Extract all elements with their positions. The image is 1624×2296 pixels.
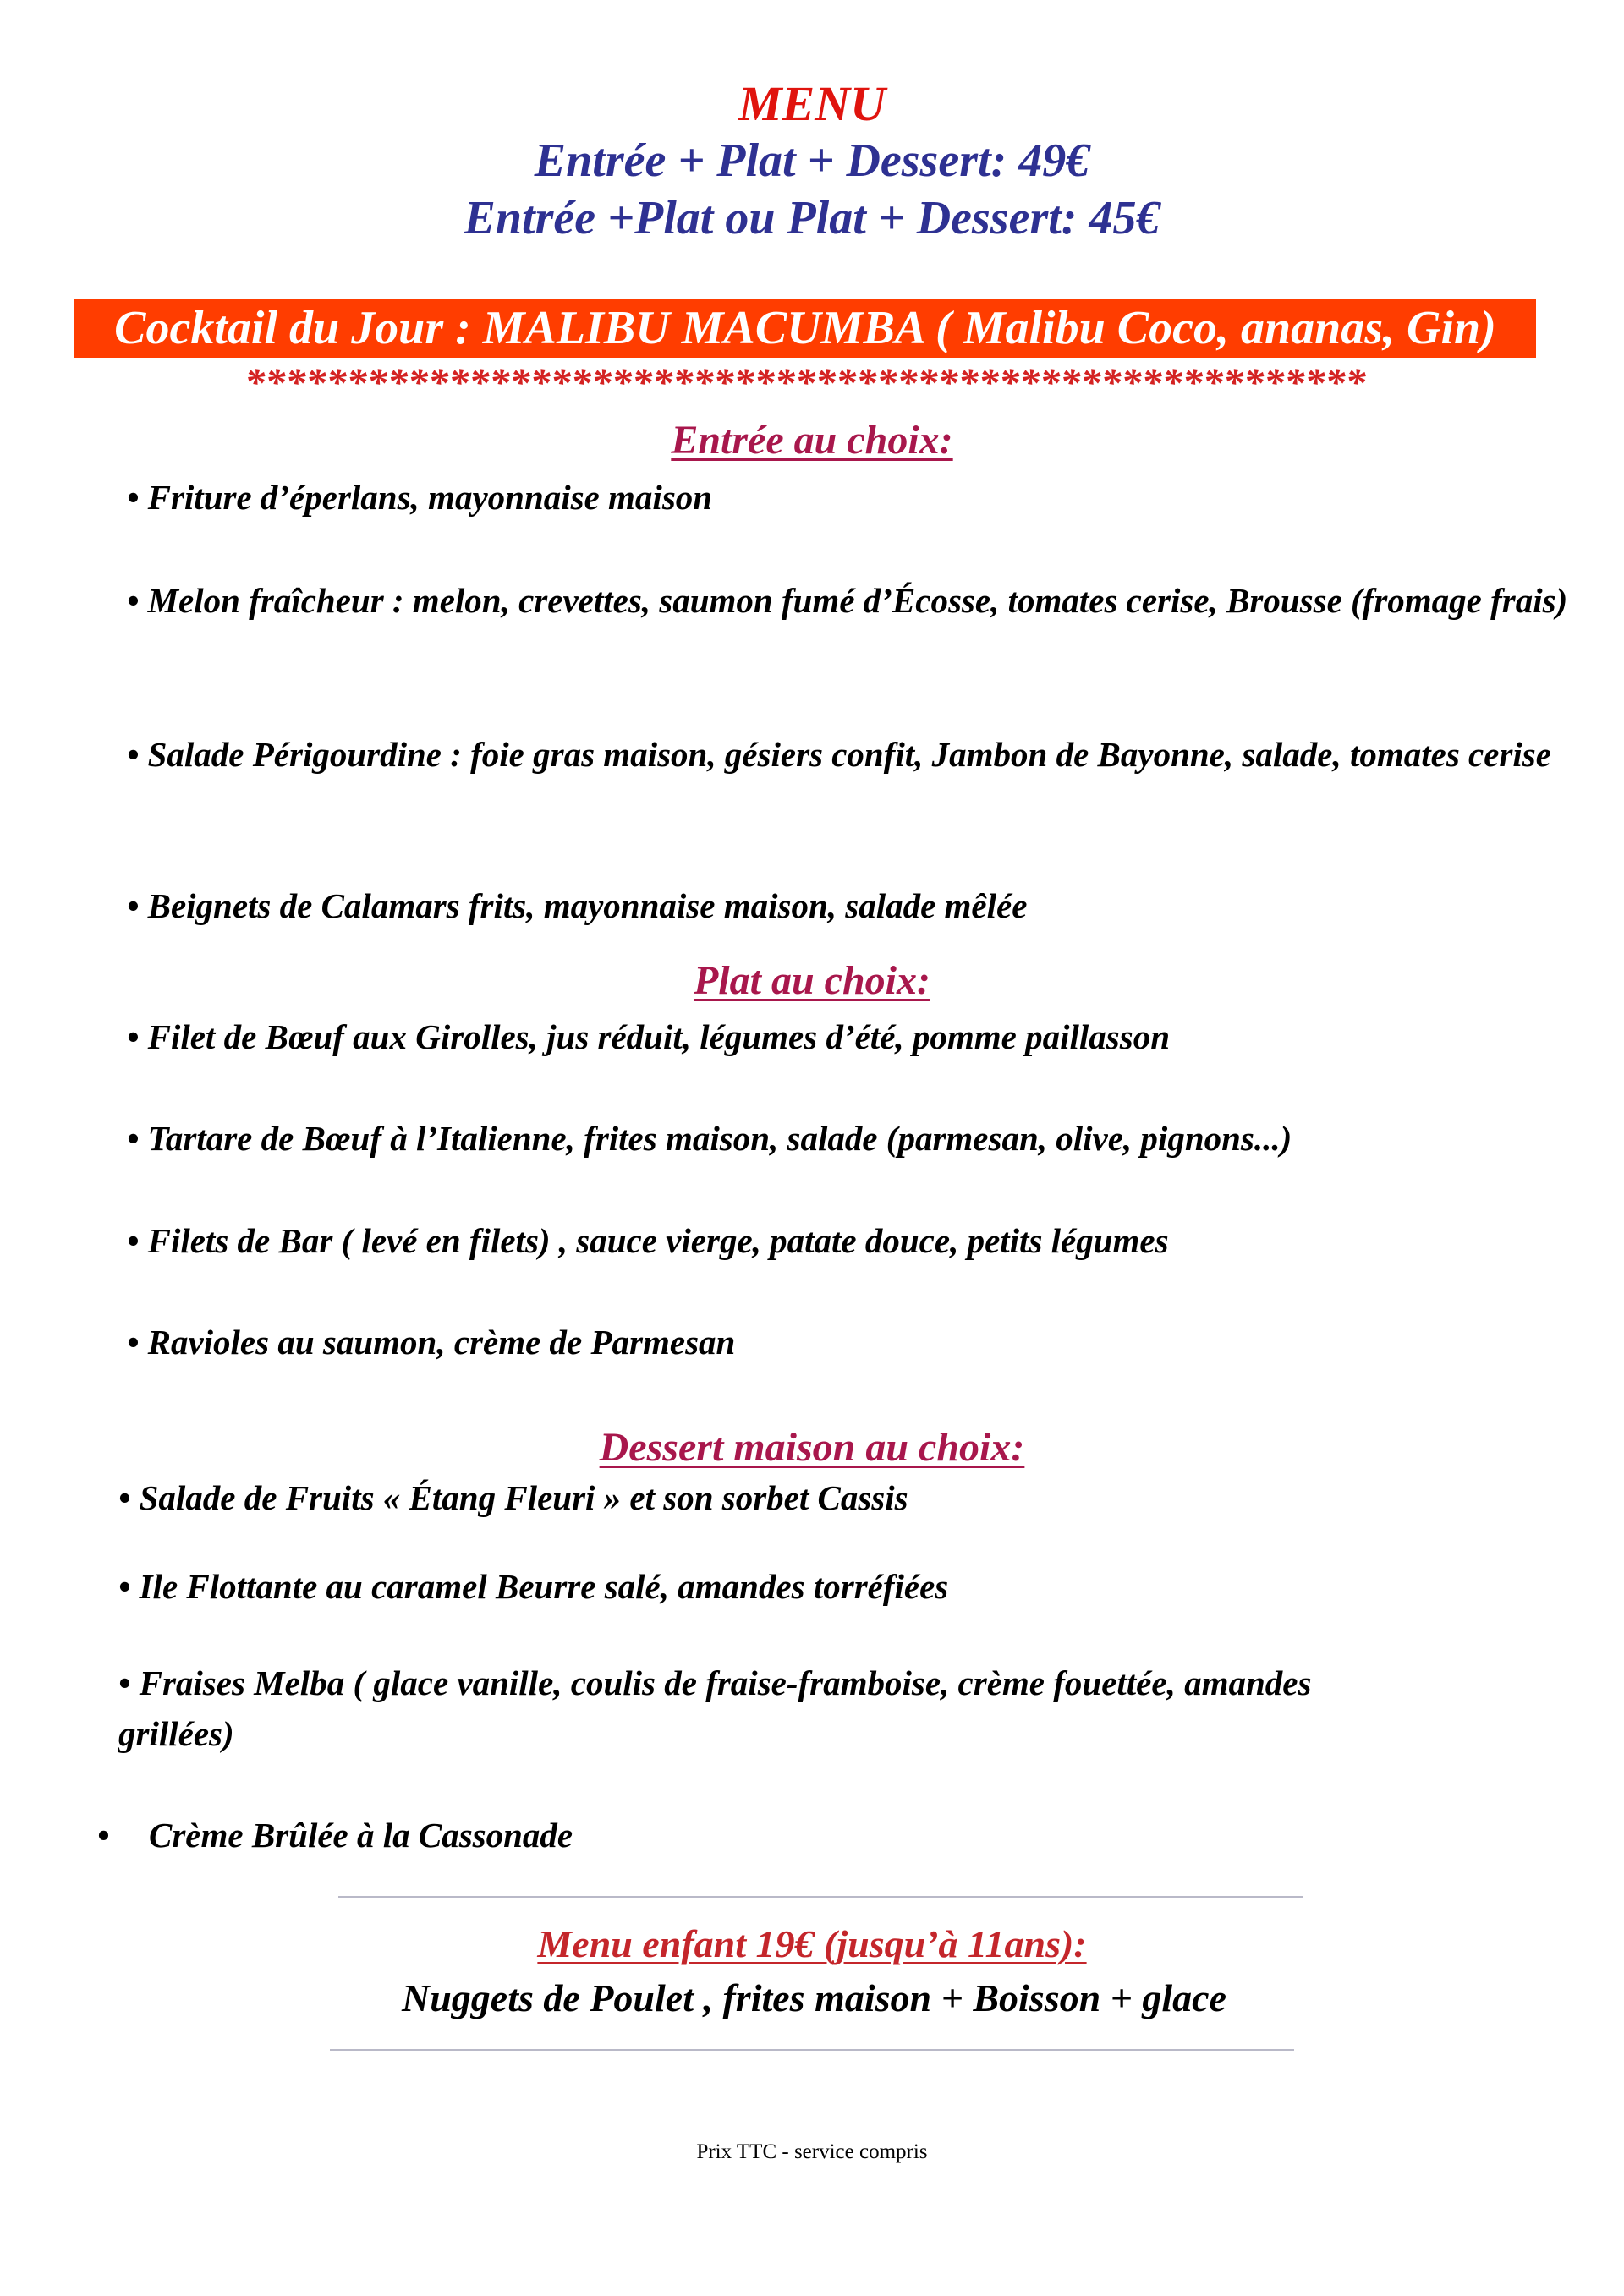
entree-item: • Melon fraîcheur : melon, crevettes, saumon fumé d’Écosse, tomates cerise, Brousse (fromage frais) (127, 581, 1568, 620)
entree-item: • Friture d’éperlans, mayonnaise maison (127, 478, 713, 517)
price-three-courses: Entrée + Plat + Dessert: 49€ (534, 134, 1090, 187)
dessert-item: • Ile Flottante au caramel Beurre salé, amandes torréfiées (118, 1567, 949, 1606)
cocktail-banner (74, 299, 1536, 358)
plats-heading: Plat au choix: (693, 958, 930, 1003)
stars-divider: ******************************************************* (244, 360, 1366, 405)
plat-item: • Ravioles au saumon, crème de Parmesan (127, 1323, 736, 1362)
cocktail-text: Cocktail du Jour : MALIBU MACUMBA ( Malibu Coco, ananas, Gin) (114, 302, 1496, 354)
entree-item: • Salade Périgourdine : foie gras maison, gésiers confit, Jambon de Bayonne, salade, tomates cerise (127, 735, 1551, 774)
menu-title: MENU (738, 76, 886, 131)
footer-note: Prix TTC - service compris (696, 2140, 928, 2163)
dessert-item: • Fraises Melba ( glace vanille, coulis de fraise-framboise, crème fouettée, amandes grillées) (118, 1663, 1312, 1753)
desserts-heading: Dessert maison au choix: (599, 1425, 1025, 1470)
dessert-item: Crème Brûlée à la Cassonade (149, 1816, 573, 1855)
price-two-courses: Entrée +Plat ou Plat + Dessert: 45€ (464, 192, 1160, 244)
divider-bottom (330, 2049, 1294, 2051)
kids-menu-heading: Menu enfant 19€ (jusqu’à 11ans): (537, 1922, 1087, 1965)
kids-menu-item: Nuggets de Poulet , frites maison + Boisson + glace (402, 1976, 1227, 2019)
entree-item: • Beignets de Calamars frits, mayonnaise maison, salade mêlée (127, 886, 1028, 925)
divider-top (338, 1896, 1303, 1898)
dessert-item: • Salade de Fruits « Étang Fleuri » et son sorbet Cassis (118, 1478, 908, 1517)
plat-item: • Tartare de Bœuf à l’Italienne, frites maison, salade (parmesan, olive, pignons...) (127, 1119, 1292, 1158)
plat-item: • Filet de Bœuf aux Girolles, jus réduit, légumes d’été, pomme paillasson (127, 1017, 1171, 1056)
dessert-bullet: • (97, 1816, 110, 1855)
plat-item: • Filets de Bar ( levé en filets) , sauce vierge, patate douce, petits légumes (127, 1221, 1169, 1260)
entrees-heading: Entrée au choix: (671, 418, 953, 463)
